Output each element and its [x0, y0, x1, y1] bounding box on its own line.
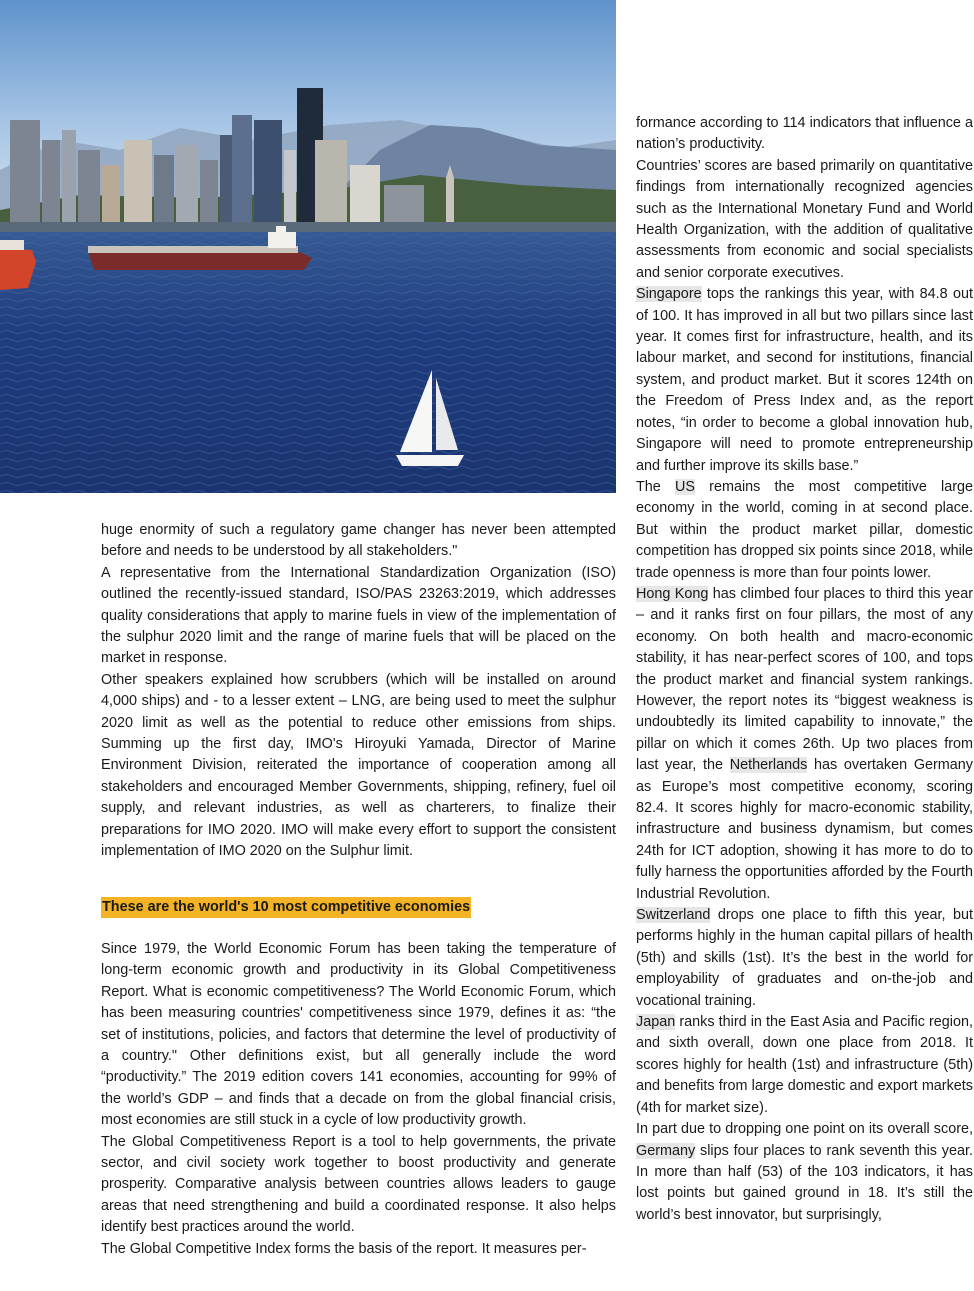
paragraph-switzerland: Switzerland drops one place to fifth this year, but performs highly in the human capital pillars of health (5th) and skills (1st). It’s the best in the world for employability of graduates and on-the-job and vocational training. — [636, 907, 973, 1009]
paragraph-stakeholders: huge enormity of such a regulatory game changer has never been attempted before and needs to be understood by all stakeholders." — [101, 522, 616, 560]
country-japan: Japan — [636, 1014, 676, 1031]
paragraph-germany: In part due to dropping one point on its overall score, Germany slips four places to rank seventh this year. In more than half (53) of the 103 indicators, it has lost points but gained ground in 18. It’s still the world’s best innovator, but surprisingly, — [636, 1121, 973, 1223]
paragraph-iso-standard: A representative from the International Standardization Organization (ISO) outlined the recently-issued standard, ISO/PAS 23263:2019, which addresses quality considerations that apply to marine fuels in view of the implementation of the sulphur 2020 limit and the range of marine fuels that will be placed on the market in response. — [101, 564, 616, 667]
country-singapore: Singapore — [636, 286, 702, 303]
paragraph-singapore: Singapore tops the rankings this year, with 84.8 out of 100. It has improved in all but two pillars since last year. It comes first for infrastructure, health, and its labour market, and second for institutions, financial system, and product market. But it scores 124th on the Freedom of Press Index and, as the report notes, “in order to become a global innovation hub, Singapore will need to promote entrepreneurship and further improve its skills base.” — [636, 286, 973, 474]
country-us: US — [674, 478, 695, 495]
country-hongkong: Hong Kong — [636, 585, 709, 602]
paragraph-wef-intro: Since 1979, the World Economic Forum has been taking the temperature of long-term economic growth and productivity in its Global Competitiveness Report. What is economic competitiveness? The World Economic Forum, which has been measuring countries' competitiveness since 1979, defines it as: “the set of institutions, policies, and factors that determine the level of productivity of a country." Other definitions exist, but all generally include the word “productivity.” The 2019 edition covers 141 economies, accounting for 99% of the world’s GDP – and finds that a decade on from the global financial crisis, most economies are still stuck in a cycle of low productivity growth. — [101, 940, 616, 1129]
seattle-skyline-photo — [0, 0, 616, 493]
paragraph-hongkong: Hong Kong has climbed four places to third this year – and it ranks first on four pillars, the most of any economy. On both health and macro-economic stability, it has near-perfect scores of 100, and tops the product market and financial system rankings. However, the report notes its “biggest weakness is undoubtedly its limited capability to innovate,” the pillar on which it comes 26th. Up two places from last year, the Netherlands has overtaken Germany as Europe’s most competitive economy, scoring 82.4. It scores highly for macro-economic stability, infrastructure and business dynamism, but comes 24th for ICT adoption, showing it has more to do to fully harness the opportunities afforded by the Fourth Industrial Revolution. — [636, 585, 973, 902]
paragraph-performance: formance according to 114 indicators that influence a nation’s productivity. — [636, 115, 973, 153]
right-column — [636, 113, 973, 1226]
country-switzerland: Switzerland — [636, 907, 711, 924]
paragraph-gcr-tool: The Global Competitiveness Report is a tool to help governments, the private sector, and civil society work together to boost productivity and generate prosperity. Comparative analysis between countries allows leaders to gauge areas that need strengthening and build a coordinated response. It also helps identify best practices around the world. — [101, 1133, 616, 1236]
paragraph-gci-basis: The Global Competitive Index forms the basis of the report. It measures per- — [101, 1240, 587, 1257]
paragraph-japan: Japan ranks third in the East Asia and Pacific region, and sixth overall, down one place from 2018. It scores highly for health (1st) and infrastructure (5th) and benefits from large domestic and export markets (4th for market size). — [636, 1014, 973, 1116]
left-column — [101, 520, 616, 1260]
section-heading: These are the world's 10 most competitive economies — [101, 897, 471, 918]
paragraph-scrubbers: Other speakers explained how scrubbers (which will be installed on around 4,000 ships) and - to a lesser extent – LNG, are being used to meet the sulphur 2020 limit as well as the potential to reduce other emissions from ships. Summing up the first day, IMO's Hiroyuki Yamada, Director of Marine Environment Division, reiterated the importance of cooperation among all stakeholders and encouraged Member Governments, shipping, refinery, fuel oil supply, and relevant industries, as well as charterers, to finalize their preparations for IMO 2020. IMO will make every effort to support the consistent implementation of IMO 2020 on the Sulphur limit. — [101, 671, 616, 860]
paragraph-us: The US remains the most competitive large economy in the world, coming in at second place. But within the product market pillar, domestic competition has dropped six points since 2018, while trade openness is more than four points lower. — [636, 478, 974, 581]
country-germany: Germany — [636, 1142, 696, 1159]
country-netherlands: Netherlands — [729, 757, 808, 774]
paragraph-scores-basis: Countries’ scores are based primarily on quantitative findings from internationally recognized agencies such as the International Monetary Fund and World Health Organization, with the addition of qualitative assessments from economic and social specialists and senior corporate executives. — [636, 157, 973, 281]
